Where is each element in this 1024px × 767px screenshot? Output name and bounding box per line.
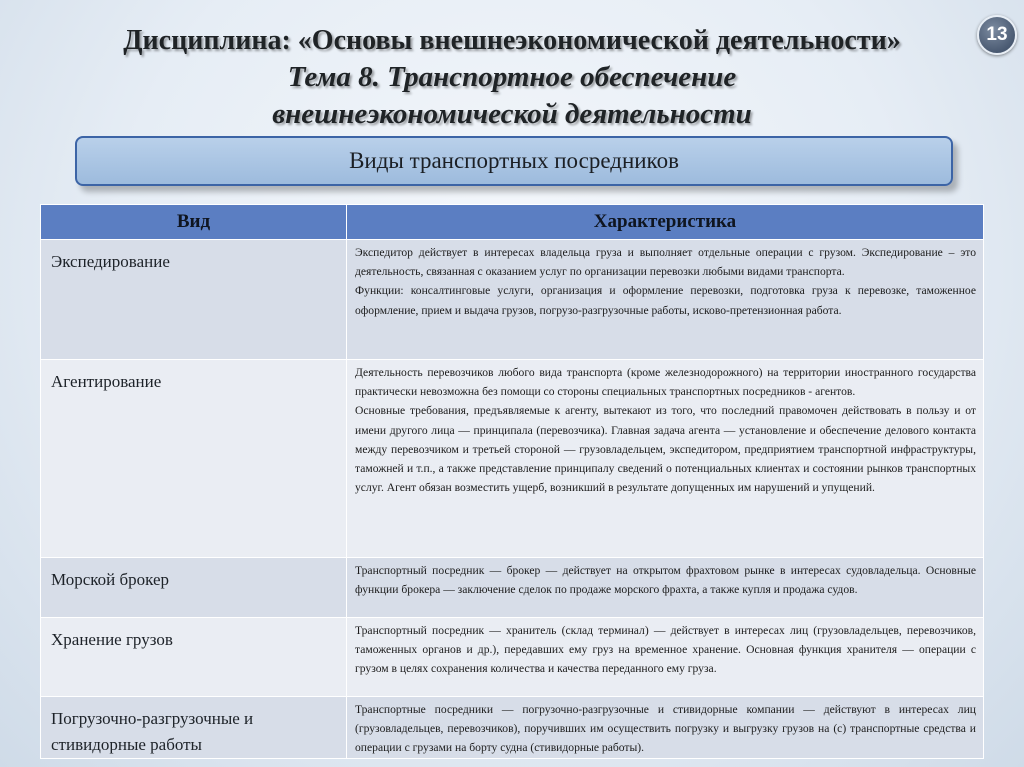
topic-title: Тема 8. Транспортное обеспечение [287,61,737,93]
description-paragraph: Транспортный посредник — брокер — действует на открытом фрахтовом рынке в интересах судовладельца. Основные функции брокера — заключение сделок по продаже морского фрахта, а также купля и продажа судов. [355,564,976,597]
type-cell: Погрузочно-разгрузочные и стивидорные работы [41,697,347,759]
description-cell [347,240,984,360]
description-paragraph: Функции: консалтинговые услуги, организация и оформление перевозки, подготовка груза к перевозке, таможенное оформление, прием и выдача грузов, погрузо-разгрузочные работы, исково-претензионная работа. [355,284,976,317]
table-row [41,618,984,697]
table-row [41,697,984,759]
header-characteristic: Характеристика [347,205,984,240]
table-header-row [41,205,984,240]
slide-title [0,22,1024,133]
description-paragraph: Транспортные посредники — погрузочно-разгрузочные и стивидорные компании — действуют в интересах лиц (грузовладельцев, перевозчиков), поручивших им осуществить погрузку и выгрузку грузов на (с) транспортные средства и операции с грузами на борту судна (стивидорные работы). [355,703,976,755]
description-paragraph: Транспортный посредник — хранитель (склад терминал) — действует в интересах лиц (грузовладельцев, перевозчиков, таможенных органов и др.), передавших ему груз на временное хранение. Основная функция хранителя — операции с грузом в целях сохранения количества и качества переданного ему груза. [355,624,976,676]
description-paragraph: Экспедитор действует в интересах владельца груза и выполняет отдельные операции с грузом. Экспедирование – это деятельность, связанная с оказанием услуг по организации перевозки любыми видами транспорта. [355,246,976,279]
table-row [41,360,984,558]
section-heading-label: Виды транспортных посредников [349,148,679,173]
table-row [41,558,984,618]
topic-title-continued: внешнеэкономической деятельности [272,98,752,130]
type-cell: Хранение грузов [41,618,347,697]
type-cell: Морской брокер [41,558,347,618]
header-type: Вид [41,205,347,240]
description-paragraph: Основные требования, предъявляемые к агенту, вытекают из того, что последний правомочен действовать в пользу и от имени другого лица — принципала (перевозчика). Главная задача агента — установление и обеспечение делового контакта между перевозчиком и третьей стороной — грузовладельцем, экспедитором, предприятием транспортной инфраструктуры, таможней и т.п., а также представление принципалу сведений о потенциальных клиентах и состоянии рынков транспортных услуг. Агент обязан возместить ущерб, возникший в результате допущенных им нарушений и упущений. [355,404,976,495]
table-row [41,240,984,360]
section-heading [75,136,953,186]
description-paragraph: Деятельность перевозчиков любого вида транспорта (кроме железнодорожного) на территории иностранного государства практически невозможна без помощи со стороны специальных транспортных посредников - агентов. [355,366,976,399]
description-cell [347,697,984,759]
discipline-title: Дисциплина: «Основы внешнеэкономической деятельности» [123,25,901,56]
intermediaries-table [40,204,984,759]
description-cell [347,558,984,618]
type-cell: Агентирование [41,360,347,558]
description-cell [347,618,984,697]
type-cell: Экспедирование [41,240,347,360]
description-cell [347,360,984,558]
page-number-badge: 13 [977,15,1017,55]
